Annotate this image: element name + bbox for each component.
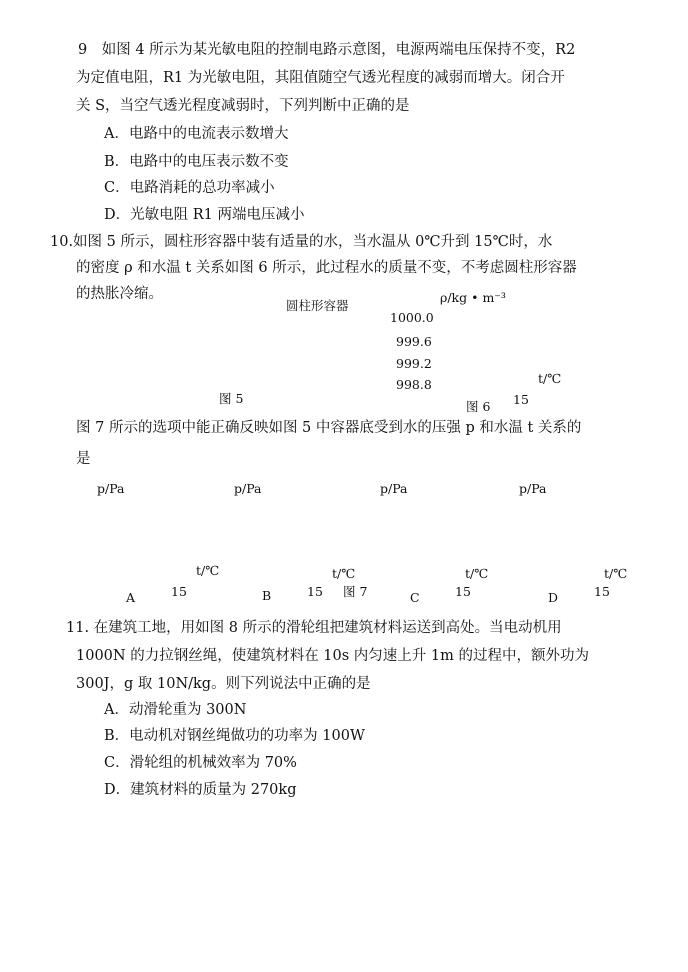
q9-option-a: A．电路中的电流表示数增大 — [104, 126, 289, 142]
q11-option-c: C．滑轮组的机械效率为 70% — [104, 755, 297, 771]
fig6-caption: 图 6 — [466, 399, 491, 414]
q9-option-c: C．电路消耗的总功率减小 — [104, 180, 275, 196]
fig7-c-letter: C — [410, 590, 420, 605]
fig7-d-letter: D — [548, 590, 559, 605]
fig7-d-x-tick: 15 — [594, 584, 610, 599]
q10-line-1: 10.如图 5 所示，圆柱形容器中装有适量的水，当水温从 0℃升到 15℃时，水 — [50, 234, 553, 250]
fig7-c-y-axis-label: p/Pa — [380, 481, 408, 496]
fig6-x-axis-label: t/℃ — [538, 371, 562, 386]
fig7-d-x-axis-label: t/℃ — [604, 566, 628, 581]
fig6-y-axis-label: ρ/kg • m⁻³ — [440, 290, 506, 305]
q9-line-2: 为定值电阻，R1 为光敏电阻，其阻值随空气透光程度的减弱而增大。闭合开 — [76, 70, 565, 86]
fig5-caption: 图 5 — [219, 391, 244, 406]
fig7-b-x-tick: 15 — [307, 584, 323, 599]
fig7-a-y-axis-label: p/Pa — [97, 481, 125, 496]
fig7-b-y-axis-label: p/Pa — [234, 481, 262, 496]
q9-option-b: B．电路中的电压表示数不变 — [104, 154, 289, 170]
q10-follow-line-2: 是 — [76, 451, 91, 467]
fig6-y-tick: 999.2 — [396, 356, 432, 371]
fig7-a-x-tick: 15 — [171, 584, 187, 599]
q10-follow-line-1: 图 7 所示的选项中能正确反映如图 5 中容器底受到水的压强 p 和水温 t 关系的 — [76, 420, 582, 436]
q9-line-3: 关 S，当空气透光程度减弱时，下列判断中正确的是 — [76, 98, 410, 114]
q11-line-2: 1000N 的力拉钢丝绳，使建筑材料在 10s 内匀速上升 1m 的过程中，额外功为 — [76, 648, 589, 664]
fig7-c-x-axis-label: t/℃ — [465, 566, 489, 581]
fig5-container-label: 圆柱形容器 — [286, 298, 349, 313]
fig7-b-x-axis-label: t/℃ — [332, 566, 356, 581]
fig6-y-tick: 998.8 — [396, 377, 432, 392]
q11-line-1: 11. 在建筑工地，用如图 8 所示的滑轮组把建筑材料运送到高处。当电动机用 — [66, 620, 562, 636]
q11-option-d: D．建筑材料的质量为 270kg — [104, 782, 297, 798]
fig6-y-tick: 1000.0 — [390, 310, 434, 325]
fig6-x-tick: 15 — [513, 392, 529, 407]
q9-option-d: D．光敏电阻 R1 两端电压减小 — [104, 207, 305, 223]
q10-line-2: 的密度 ρ 和水温 t 关系如图 6 所示，此过程水的质量不变，不考虑圆柱形容器 — [76, 260, 577, 276]
q11-option-b: B．电动机对钢丝绳做功的功率为 100W — [104, 728, 365, 744]
fig7-c-x-tick: 15 — [455, 584, 471, 599]
q11-line-3: 300J，g 取 10N/kg。则下列说法中正确的是 — [76, 676, 371, 692]
fig7-a-letter: A — [126, 590, 136, 605]
fig6-y-tick: 999.6 — [396, 334, 432, 349]
q11-option-a: A．动滑轮重为 300N — [104, 702, 247, 718]
q10-line-3: 的热胀冷缩。 — [76, 286, 163, 302]
fig7-caption: 图 7 — [343, 584, 368, 599]
fig7-d-y-axis-label: p/Pa — [519, 481, 547, 496]
fig7-a-x-axis-label: t/℃ — [196, 563, 220, 578]
fig7-b-letter: B — [262, 588, 272, 603]
q9-line-1: 9 如图 4 所示为某光敏电阻的控制电路示意图，电源两端电压保持不变，R2 — [78, 42, 576, 58]
